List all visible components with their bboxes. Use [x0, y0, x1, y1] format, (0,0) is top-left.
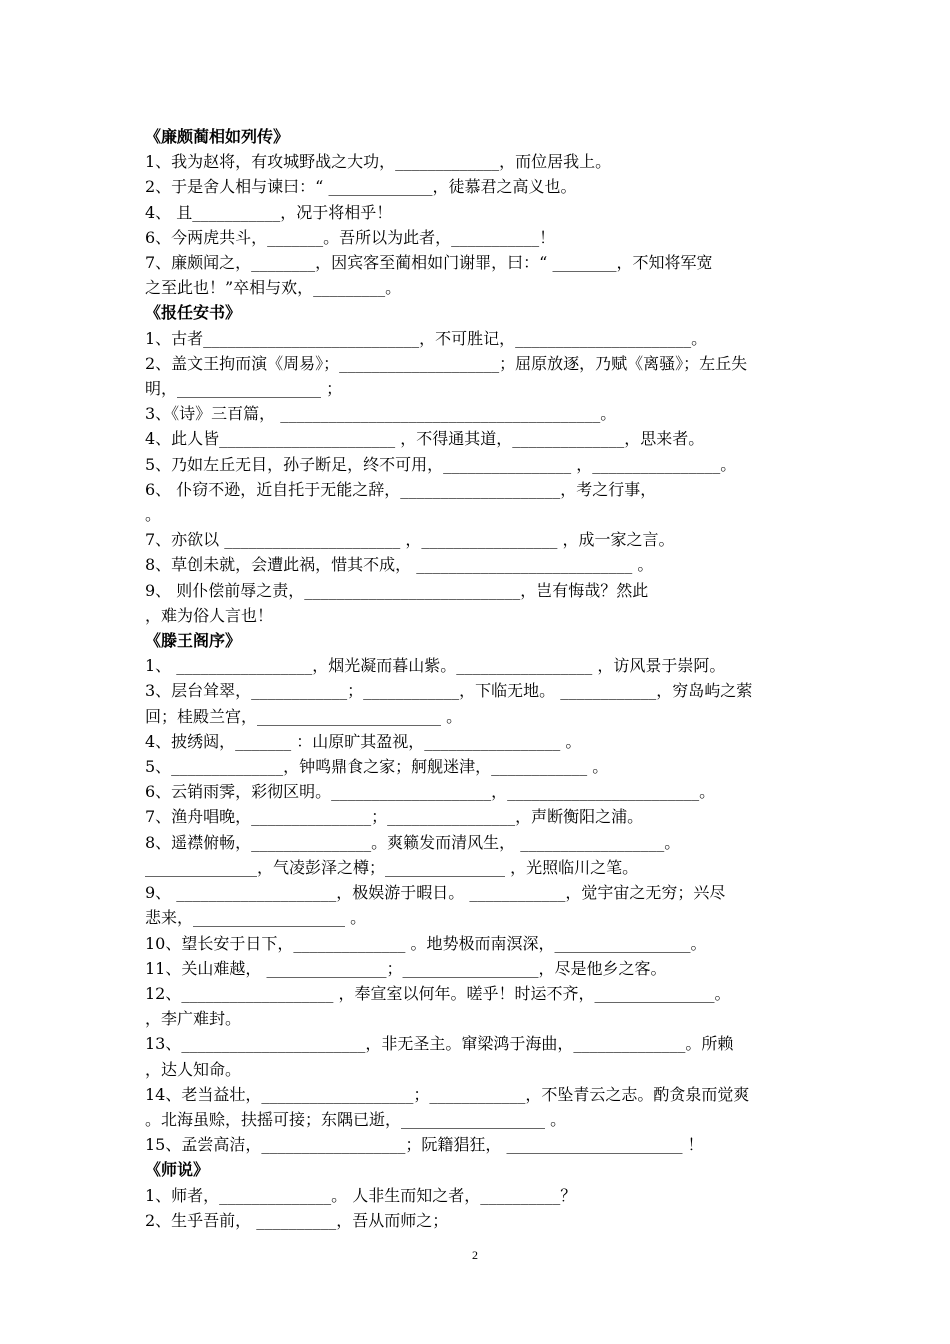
blank-line: 3、层台耸翠，____________；____________，下临无地。 ____________，穷岛屿之萦 — [145, 681, 753, 701]
blank-line: 1、我为赵将，有攻城野战之大功，_____________，而位居我上。 — [145, 152, 612, 172]
blank-line: 悲来，___________________ 。 — [145, 908, 367, 928]
worksheet-body — [145, 124, 810, 1233]
blank-line: 5、______________，钟鸣鼎食之家；舸舰迷津，____________ 。 — [145, 757, 609, 777]
blank-line: 11、关山难越， _______________；_________________，尽是他乡之客。 — [145, 958, 667, 978]
blank-line: 。 — [145, 505, 162, 525]
blank-line: 9、 ____________________，极娱游于暇日。 ____________，觉宇宙之无穷；兴尽 — [145, 883, 726, 903]
section-title: 《师说》 — [145, 1160, 210, 1180]
blank-line: ______________，气凌彭泽之樽；_______________ ，光照临川之笔。 — [145, 857, 639, 877]
section-title: 《滕王阁序》 — [145, 631, 242, 651]
blank-line: 2、生乎吾前， __________，吾从而师之； — [145, 1210, 449, 1230]
blank-line: ，难为俗人言也！ — [145, 605, 274, 625]
blank-line: 8、遥襟俯畅，_______________。爽籁发而清风生， __________________。 — [145, 832, 681, 852]
blank-line: 13、_______________________，非无圣主。窜梁鸿于海曲，______________。所赖 — [145, 1034, 734, 1054]
blank-line: 14、老当益壮，___________________；____________，不坠青云之志。酌贪泉而觉爽 — [145, 1084, 750, 1104]
blank-line: 1、师者，______________。 人非生而知之者，__________？ — [145, 1185, 577, 1205]
blank-line: 4、披绣闼，_______ ：山原旷其盈视，_________________ 。 — [145, 731, 582, 751]
blank-line: ，达人知命。 — [145, 1059, 242, 1079]
blank-line: ，李广难封。 — [145, 1009, 242, 1029]
blank-line: 5、乃如左丘无目，孙子断足，终不可用，________________ ，________________。 — [145, 454, 737, 474]
blank-line: 4、此人皆______________________ ，不得通其道，______________，思来者。 — [145, 429, 705, 449]
section-title: 《报任安书》 — [145, 303, 242, 323]
blank-line: 。北海虽赊，扶摇可接；东隅已逝，__________________ 。 — [145, 1109, 567, 1129]
blank-line: 2、盖文王拘而演《周易》；____________________；屈原放逐，乃赋《离骚》；左丘失 — [145, 353, 748, 373]
blank-line: 15、孟尝高洁，__________________；阮籍猖狂， ______________________ ！ — [145, 1135, 704, 1155]
blank-line: 明，__________________ ； — [145, 379, 343, 399]
blank-line: 6、今两虎共斗，_______。吾所以为此者，___________！ — [145, 227, 556, 247]
blank-line: 6、 仆窃不逊，近自托于无能之辞，____________________，考之行事， — [145, 479, 657, 499]
blank-line: 12、___________________ ，奉宣室以何年。嗟乎！时运不齐，_______________。 — [145, 983, 731, 1003]
page-number: 2 — [472, 1248, 478, 1262]
blank-line: 4、 且___________，况于将相乎！ — [145, 202, 393, 222]
blank-line: 8、草创未就，会遭此祸，惜其不成， ___________________________ 。 — [145, 555, 654, 575]
blank-line: 1、 _________________，烟光凝而暮山紫。_________________ ，访风景于崇阿。 — [145, 656, 726, 676]
blank-line: 9、 则仆偿前辱之责，___________________________，岂有悔哉？然此 — [145, 580, 649, 600]
blank-line: 7、廉颇闻之，________，因宾客至蔺相如门谢罪，曰：“ ________，不知将军宽 — [145, 253, 713, 273]
blank-line: 7、亦欲以 ______________________ ，_________________ ，成一家之言。 — [145, 530, 675, 550]
blank-line: 2、于是舍人相与谏曰：“ _____________，徒慕君之高义也。 — [145, 177, 577, 197]
blank-line: 6、云销雨霁，彩彻区明。____________________，________________________。 — [145, 782, 716, 802]
section-title: 《廉颇蔺相如列传》 — [145, 127, 290, 146]
blank-line: 7、渔舟唱晚，_______________；________________，声断衡阳之浦。 — [145, 807, 644, 827]
blank-line: 1、古者___________________________，不可胜记，______________________。 — [145, 328, 708, 348]
blank-line: 回；桂殿兰宫，_______________________ 。 — [145, 706, 463, 726]
blank-line: 10、望长安于日下，______________ 。地势极而南溟深，_________________。 — [145, 933, 707, 953]
blank-line: 3、《诗》三百篇， ________________________________________。 — [145, 404, 617, 424]
blank-line: 之至此也！”卒相与欢，_________。 — [145, 278, 402, 298]
